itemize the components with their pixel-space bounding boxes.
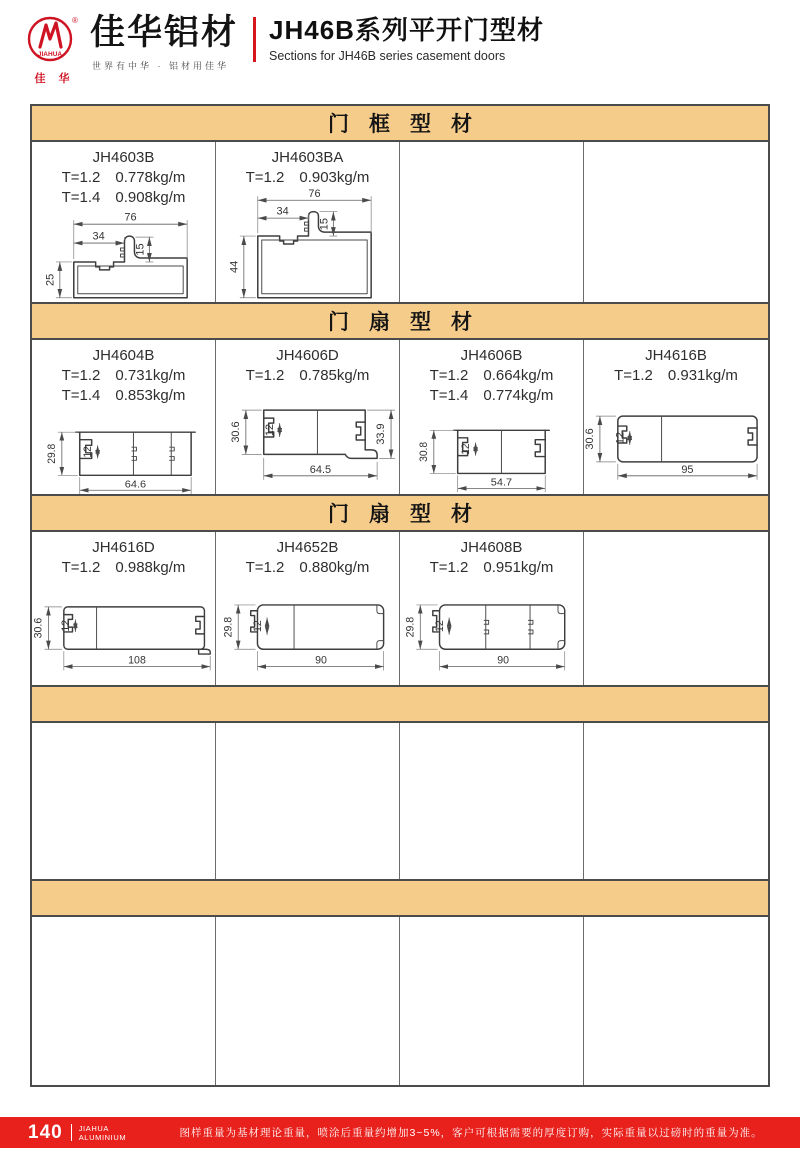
section-header-empty-2	[32, 879, 768, 917]
dim-height: 44	[228, 260, 241, 273]
dim-height: 29.8	[404, 616, 417, 638]
dim-width: 90	[497, 654, 509, 667]
company-slogan: 世界有中华 · 铝材用佳华	[92, 61, 229, 71]
weight-value: 0.903kg/m	[299, 169, 370, 186]
weight-value: 0.774kg/m	[483, 387, 554, 404]
thickness-label: T=1.4	[429, 387, 469, 404]
profile-code: JH4616B	[645, 347, 707, 364]
profile-weight	[216, 558, 399, 578]
profile-weight	[32, 386, 215, 406]
registered-mark: ®	[72, 16, 78, 25]
profile-weight	[584, 366, 768, 386]
company-logo	[22, 12, 82, 86]
profile-row-4	[32, 723, 768, 879]
jiahua-logo-icon	[24, 12, 80, 68]
profile-weight	[32, 558, 215, 578]
profile-drawing-jh4652b	[216, 578, 400, 682]
profile-drawing-jh4603ba	[216, 188, 400, 302]
page-footer	[0, 1117, 800, 1148]
empty-cell	[32, 917, 216, 1085]
page-title: JH46B系列平开门型材	[269, 15, 544, 45]
dim-groove: 12	[614, 431, 627, 445]
logo-brand-text: JIAHUA	[37, 51, 63, 58]
section-header-empty-1	[32, 685, 768, 723]
dim-groove: 12	[459, 443, 473, 455]
title-block	[269, 12, 544, 63]
thickness-label: T=1.2	[61, 169, 101, 186]
profile-cell-jh4603ba	[216, 142, 400, 302]
thickness-label: T=1.2	[245, 169, 285, 186]
profile-weight	[32, 168, 215, 188]
thickness-label: T=1.2	[245, 559, 285, 576]
dim-height: 30.6	[32, 617, 45, 639]
footer-brand-line2: ALUMINIUM	[78, 1132, 127, 1142]
profile-row-3	[32, 532, 768, 685]
profile-drawing-jh4606d	[216, 386, 400, 488]
dim-offset: 34	[276, 205, 289, 218]
weight-value: 0.908kg/m	[115, 189, 186, 206]
profile-weight	[32, 188, 215, 208]
profile-code: JH4606D	[276, 347, 339, 364]
dim-width: 95	[681, 463, 694, 476]
dim-groove: 12	[60, 619, 73, 632]
profile-drawing-jh4616d	[32, 578, 216, 682]
empty-cell	[584, 532, 768, 685]
weight-value: 0.988kg/m	[115, 559, 186, 576]
section-title: 门扇型材	[328, 311, 492, 334]
company-block	[90, 12, 238, 72]
profile-code: JH4604B	[92, 347, 155, 364]
thickness-label: T=1.2	[429, 559, 469, 576]
weight-value: 0.785kg/m	[299, 367, 370, 384]
profile-code: JH4616D	[92, 539, 155, 556]
profile-row-2	[32, 340, 768, 494]
profile-code: JH4606B	[460, 347, 523, 364]
section-header-door-leaf-1	[32, 302, 768, 340]
page-subtitle: Sections for JH46B series casement doors	[269, 49, 506, 63]
weight-value: 0.853kg/m	[115, 387, 186, 404]
profile-cell-jh4616d	[32, 532, 216, 685]
profile-weight	[216, 168, 399, 188]
logo-cn-text: 佳 华	[34, 73, 75, 85]
weight-value: 0.880kg/m	[299, 559, 370, 576]
weight-value: 0.664kg/m	[483, 367, 554, 384]
profile-cell-jh4616b	[584, 340, 768, 494]
profile-weight	[400, 366, 583, 386]
thickness-label: T=1.2	[61, 367, 101, 384]
page-header	[22, 12, 544, 86]
dim-offset: 34	[92, 230, 105, 243]
empty-cell	[400, 142, 584, 302]
profile-table	[30, 104, 770, 1087]
dim-width: 108	[128, 654, 146, 667]
profile-cell-jh4603b	[32, 142, 216, 302]
thickness-label: T=1.2	[614, 367, 653, 384]
profile-weight	[400, 386, 583, 406]
empty-cell	[584, 917, 768, 1085]
empty-cell	[32, 723, 216, 879]
profile-row-1	[32, 142, 768, 302]
weight-value: 0.951kg/m	[483, 559, 554, 576]
profile-code: JH4603BA	[271, 149, 344, 166]
empty-cell	[400, 723, 584, 879]
dim-width: 76	[124, 211, 137, 224]
footer-divider	[71, 1124, 72, 1141]
section-title: 门扇型材	[328, 503, 492, 526]
empty-cell	[400, 917, 584, 1085]
dim-hook: 15	[318, 218, 331, 231]
profile-row-5	[32, 917, 768, 1085]
empty-cell	[216, 917, 400, 1085]
dim-height: 30.6	[584, 428, 596, 450]
dim-width: 64.6	[124, 478, 147, 491]
thickness-label: T=1.2	[429, 367, 469, 384]
company-name: 佳华铝材	[90, 13, 239, 52]
dim-height: 25	[44, 273, 57, 286]
dim-width: 54.7	[490, 476, 513, 489]
dim-width: 76	[308, 188, 321, 200]
dim-height: 30.6	[229, 421, 242, 443]
dim-groove: 12	[81, 446, 95, 458]
dim-height: 29.8	[45, 443, 58, 464]
thickness-label: T=1.4	[61, 387, 101, 404]
dim-height2: 33.9	[375, 423, 388, 445]
empty-cell	[216, 723, 400, 879]
thickness-label: T=1.4	[61, 189, 101, 206]
profile-cell-jh4652b	[216, 532, 400, 685]
page-number: 140	[28, 1121, 63, 1143]
section-title: 门框型材	[328, 113, 492, 136]
profile-cell-jh4606b	[400, 340, 584, 494]
profile-cell-jh4608b	[400, 532, 584, 685]
empty-cell	[584, 142, 768, 302]
dim-groove: 12	[433, 620, 446, 633]
profile-weight	[400, 558, 583, 578]
header-divider	[253, 17, 256, 62]
weight-value: 0.778kg/m	[115, 169, 186, 186]
section-header-door-frame	[32, 106, 768, 142]
dim-height: 30.8	[417, 441, 430, 462]
profile-code: JH4608B	[460, 539, 523, 556]
dim-hook: 15	[134, 243, 147, 256]
dim-height: 29.8	[222, 616, 235, 638]
profile-cell-jh4604b	[32, 340, 216, 494]
profile-drawing-jh4604b	[32, 406, 216, 494]
profile-code: JH4652B	[276, 539, 339, 556]
profile-cell-jh4606d	[216, 340, 400, 494]
profile-drawing-jh4616b	[584, 386, 768, 488]
profile-drawing-jh4603b	[32, 208, 216, 302]
profile-drawing-jh4608b	[400, 578, 584, 682]
weight-value: 0.731kg/m	[115, 367, 186, 384]
footer-brand	[79, 1124, 127, 1142]
dim-groove: 12	[264, 423, 277, 437]
section-header-door-leaf-2	[32, 494, 768, 532]
profile-code: JH4603B	[92, 149, 155, 166]
profile-weight	[216, 366, 399, 386]
profile-drawing-jh4606b	[400, 406, 584, 494]
profile-weight	[32, 366, 215, 386]
empty-cell	[584, 723, 768, 879]
footer-brand-line1: JIAHUA	[78, 1123, 109, 1133]
dim-groove: 12	[251, 620, 264, 633]
footer-note: 图样重量为基材理论重量，喷涂后重量约增加3~5%，客户可根据需要的厚度订购，实际重量以过磅时的重量为准。	[179, 1127, 763, 1139]
dim-width: 90	[315, 654, 327, 667]
thickness-label: T=1.2	[245, 367, 285, 384]
weight-value: 0.931kg/m	[667, 367, 738, 384]
dim-width: 64.5	[309, 463, 332, 476]
thickness-label: T=1.2	[61, 559, 101, 576]
